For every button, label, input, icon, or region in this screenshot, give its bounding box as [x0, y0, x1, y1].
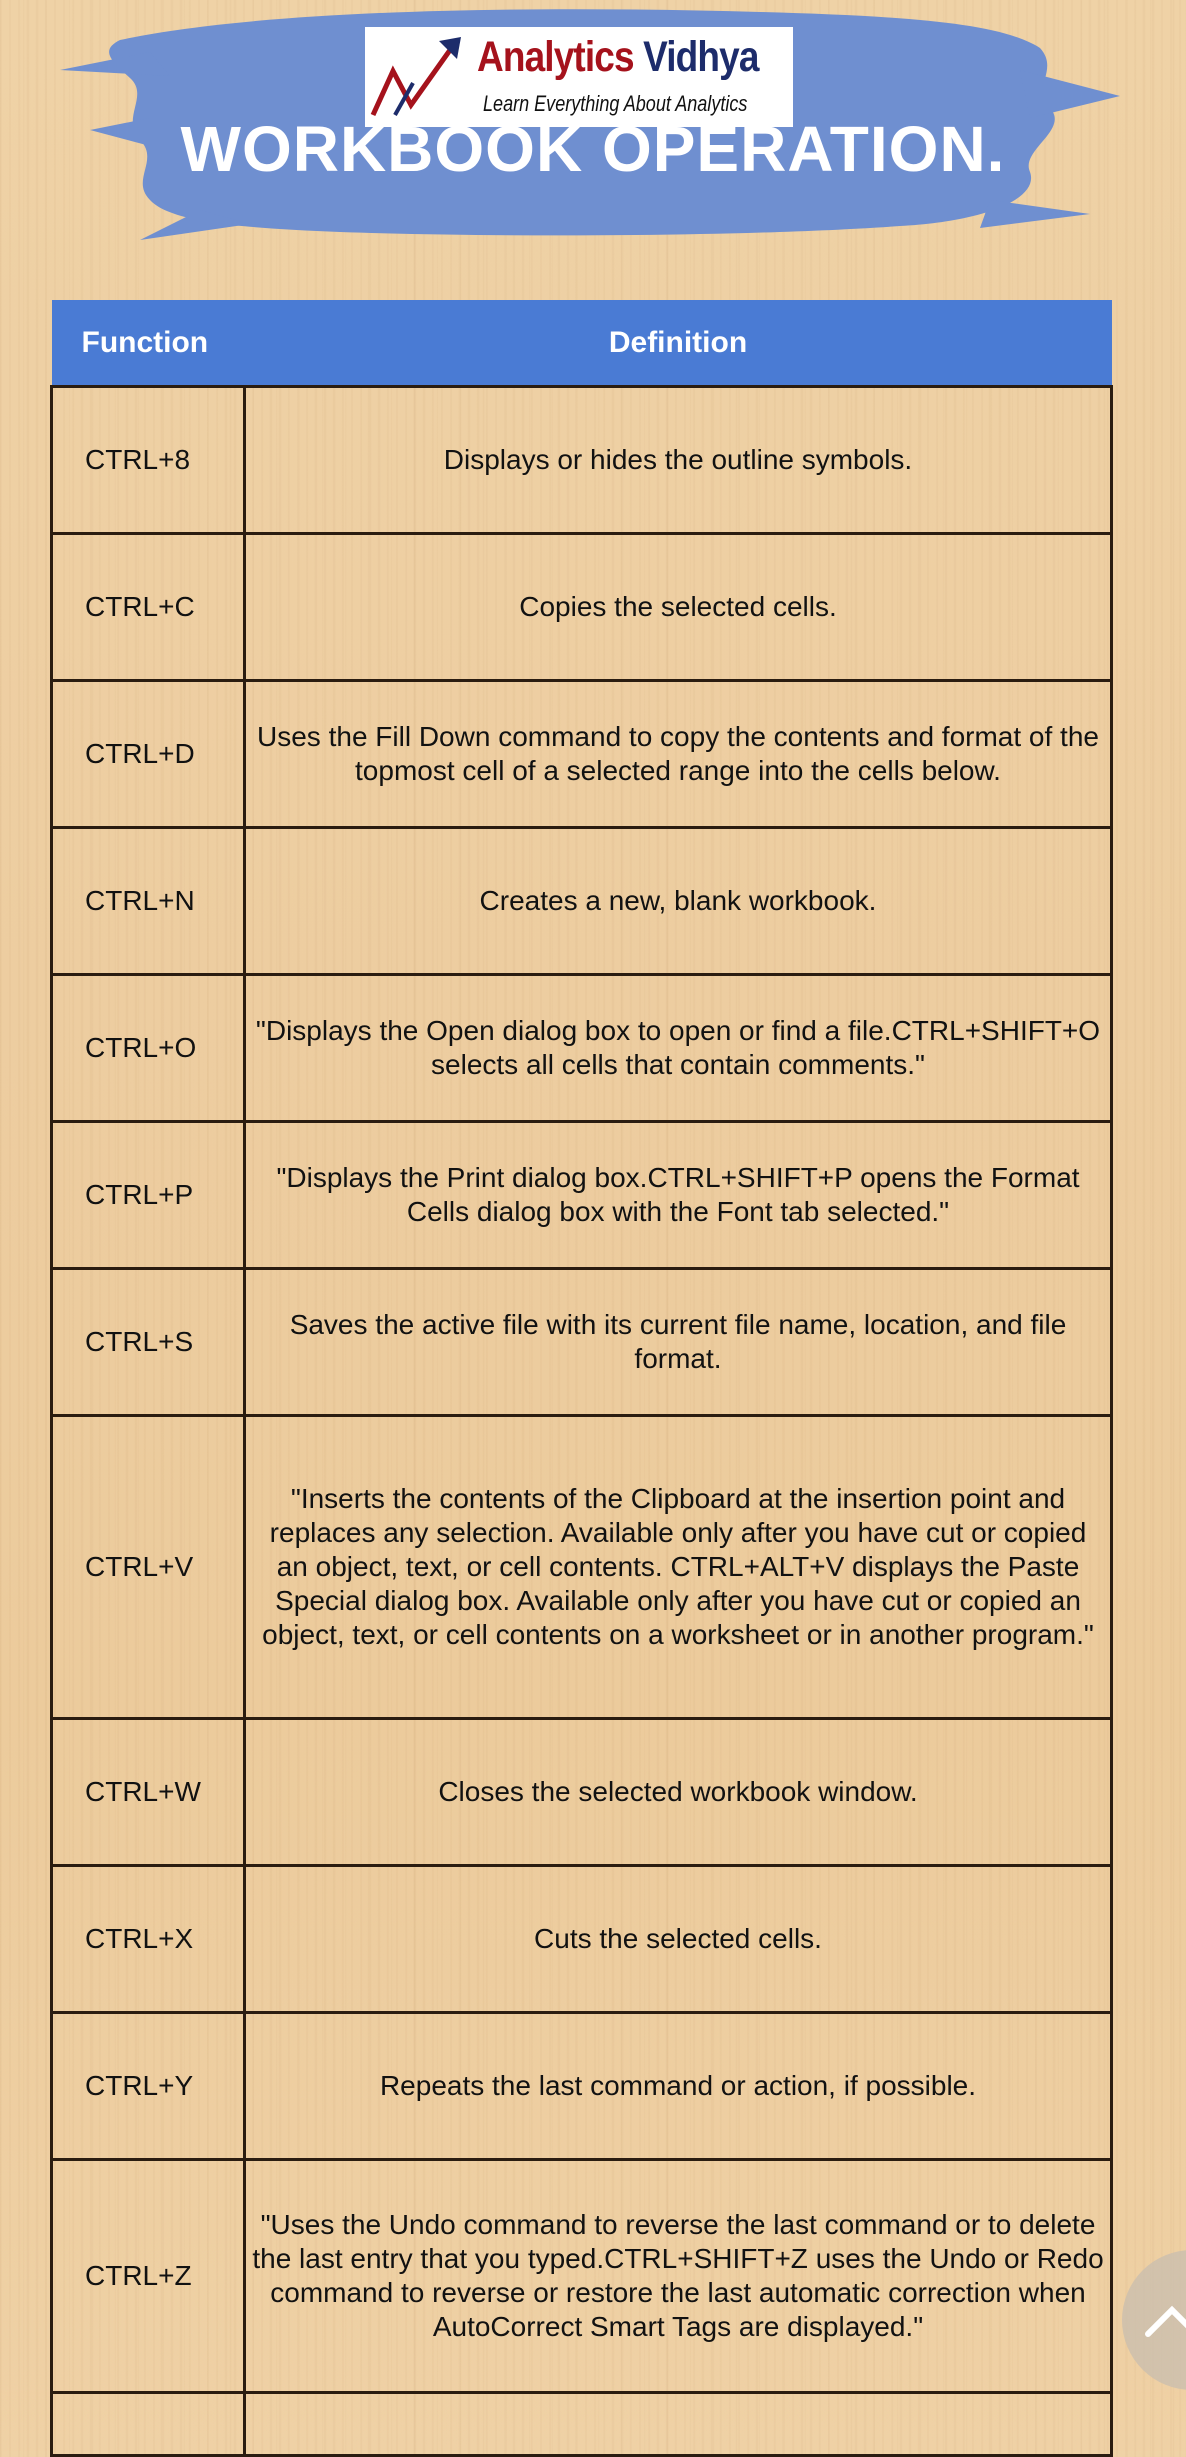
page-header — [0, 0, 1186, 260]
shortcut-key: CTRL+Z — [52, 2160, 245, 2393]
shortcut-definition: Copies the selected cells. — [245, 534, 1112, 681]
scroll-to-top-button[interactable] — [1122, 2250, 1186, 2390]
shortcut-definition: Closes the selected workbook window. — [245, 1719, 1112, 1866]
shortcut-definition: Repeats the last command or action, if possible. — [245, 2013, 1112, 2160]
table-row — [52, 681, 1112, 828]
table-row — [52, 1416, 1112, 1719]
shortcut-key: CTRL+C — [52, 534, 245, 681]
shortcut-definition: Saves the active file with its current file name, location, and file format. — [245, 1269, 1112, 1416]
table-row — [52, 1719, 1112, 1866]
column-header-function: Function — [52, 300, 245, 387]
brand-name-part1: Analytics — [477, 33, 634, 81]
table-row — [52, 534, 1112, 681]
shortcut-definition: "Inserts the contents of the Clipboard at the insertion point and replaces any selection. Available only after you have cut or copied an object, text, or cell contents. CTRL+ALT+V displays the Paste Special dialog box. Available only after you have cut or copied an object, text, or cell contents on a worksheet or in another program." — [245, 1416, 1112, 1719]
shortcut-definition: Displays or hides the outline symbols. — [245, 387, 1112, 534]
shortcut-key: CTRL+D — [52, 681, 245, 828]
analytics-vidhya-logo-icon — [369, 35, 473, 121]
table-row — [52, 2160, 1112, 2393]
shortcut-key: CTRL+S — [52, 1269, 245, 1416]
table-row — [52, 1866, 1112, 2013]
shortcut-definition: Creates a new, blank workbook. — [245, 828, 1112, 975]
column-header-definition: Definition — [245, 300, 1112, 387]
page-title: WORKBOOK OPERATION. — [180, 113, 1006, 185]
table-row — [52, 1122, 1112, 1269]
shortcut-key: CTRL+X — [52, 1866, 245, 2013]
scroll-to-top-icon — [1142, 2300, 1186, 2340]
shortcut-key: CTRL+N — [52, 828, 245, 975]
shortcut-definition: "Displays the Open dialog box to open or find a file.CTRL+SHIFT+O selects all cells that contain comments." — [245, 975, 1112, 1122]
table-row — [52, 387, 1112, 534]
brand-name — [477, 33, 759, 82]
shortcut-definition: "Displays the Print dialog box.CTRL+SHIFT+P opens the Format Cells dialog box with the Font tab selected." — [245, 1122, 1112, 1269]
shortcut-key: CTRL+O — [52, 975, 245, 1122]
shortcut-definition: Uses the Fill Down command to copy the contents and format of the topmost cell of a selected range into the cells below. — [245, 681, 1112, 828]
shortcut-key: CTRL+W — [52, 1719, 245, 1866]
shortcut-definition-empty — [245, 2393, 1112, 2456]
table-body — [52, 387, 1112, 2456]
shortcut-table — [50, 300, 1113, 2457]
table-row — [52, 2013, 1112, 2160]
table-header — [52, 300, 1112, 387]
shortcut-key: CTRL+Y — [52, 2013, 245, 2160]
brand-tagline: Learn Everything About Analytics — [483, 91, 748, 116]
table-row — [52, 1269, 1112, 1416]
shortcut-key: CTRL+8 — [52, 387, 245, 534]
shortcut-key-empty — [52, 2393, 245, 2456]
table-row — [52, 975, 1112, 1122]
shortcut-key: CTRL+V — [52, 1416, 245, 1719]
table-row-partial — [52, 2393, 1112, 2456]
brand-name-part2: Vidhya — [633, 33, 759, 81]
table-row — [52, 828, 1112, 975]
shortcut-definition: "Uses the Undo command to reverse the last command or to delete the last entry that you typed.CTRL+SHIFT+Z uses the Undo or Redo command to reverse or restore the last automatic correction when AutoCorrect Smart Tags are displayed." — [245, 2160, 1112, 2393]
shortcut-key: CTRL+P — [52, 1122, 245, 1269]
shortcut-definition: Cuts the selected cells. — [245, 1866, 1112, 2013]
